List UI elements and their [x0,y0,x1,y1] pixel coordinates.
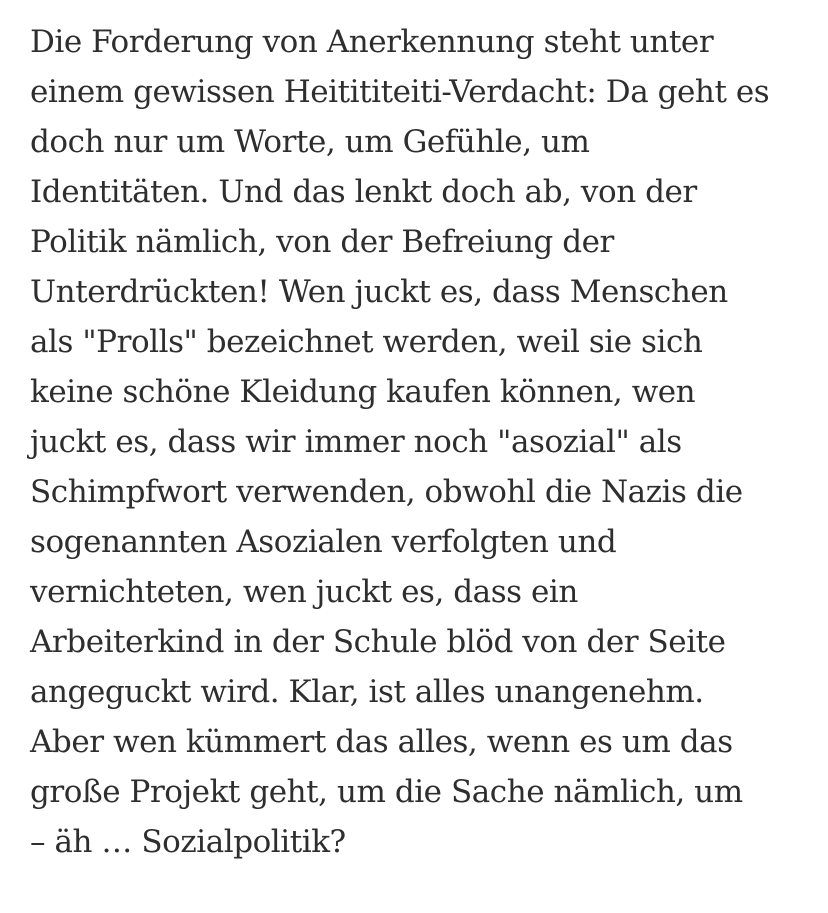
paragraph-line: Die Forderung von Anerkennung steht unter [30,24,714,60]
paragraph-line: große Projekt geht, um die Sache nämlich, um [30,774,743,810]
paragraph-line: einem gewissen Heitititeiti-Verdacht: Da geht es [30,74,770,110]
paragraph-line: sogenannten Asozialen verfolgten und [30,524,617,560]
paragraph-line: angeguckt wird. Klar, ist alles unangenehm. [30,674,704,710]
paragraph-line: Identitäten. Und das lenkt doch ab, von der [30,174,697,210]
paragraph-line: – äh … Sozialpolitik? [30,824,346,860]
paragraph-line: Schimpfwort verwenden, obwohl die Nazis die [30,474,743,510]
paragraph-line: Unterdrückten! Wen juckt es, dass Menschen [30,274,728,310]
paragraph-line: Aber wen kümmert das alles, wenn es um das [30,724,733,760]
paragraph-line: juckt es, dass wir immer noch "asozial" als [30,424,682,460]
article-body [30,17,820,867]
paragraph-line: Politik nämlich, von der Befreiung der [30,224,614,260]
paragraph-line: vernichteten, wen juckt es, dass ein [30,574,578,610]
paragraph-line: Arbeiterkind in der Schule blöd von der Seite [30,624,726,660]
paragraph-line: doch nur um Worte, um Gefühle, um [30,124,590,160]
paragraph-line: als "Prolls" bezeichnet werden, weil sie sich [30,324,703,360]
paragraph-line: keine schöne Kleidung kaufen können, wen [30,374,696,410]
